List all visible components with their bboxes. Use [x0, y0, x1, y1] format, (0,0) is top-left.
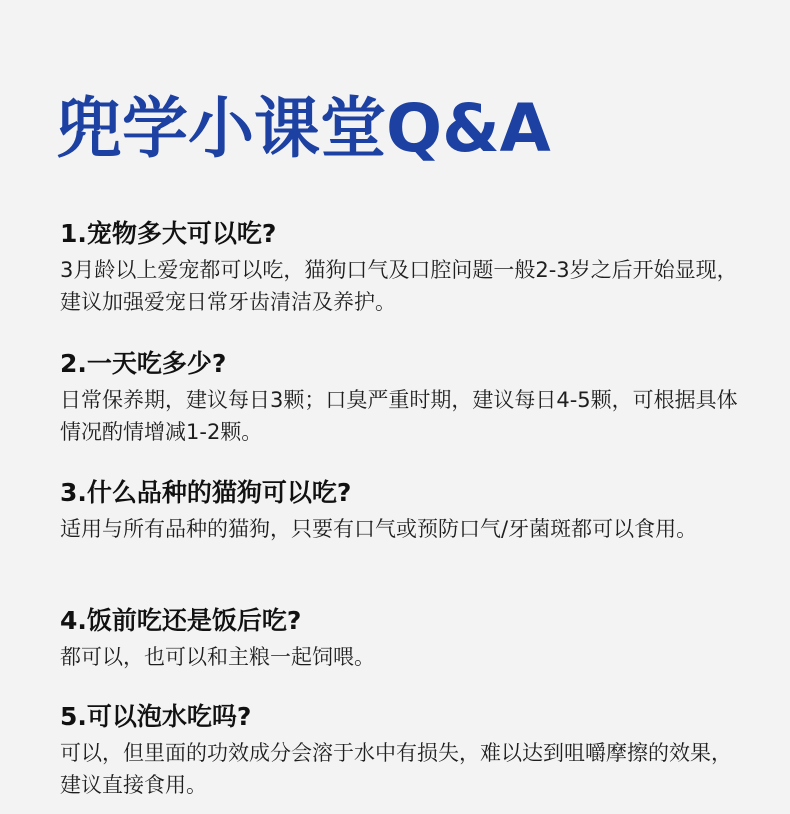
- page-title: 兜学小课堂Q&A: [56, 90, 551, 167]
- answer-text: 可以，但里面的功效成分会溶于水中有损失，难以达到咀嚼摩擦的效果，建议直接食用。: [60, 741, 732, 797]
- question-text: 5.可以泡水吃吗?: [60, 702, 252, 731]
- qa-item: [60, 216, 740, 318]
- qa-item: [60, 699, 740, 801]
- qa-item: [60, 475, 740, 545]
- answer-text: 日常保养期，建议每日3颗；口臭严重时期，建议每日4-5颗，可根据具体情况酌情增减1-2颗。: [60, 388, 738, 444]
- answer-text: 适用与所有品种的猫狗，只要有口气或预防口气/牙菌斑都可以食用。: [60, 517, 698, 541]
- answer-text: 都可以，也可以和主粮一起饲喂。: [60, 645, 375, 669]
- answer-text: 3月龄以上爱宠都可以吃，猫狗口气及口腔问题一般2-3岁之后开始显现，建议加强爱宠日常牙齿清洁及养护。: [60, 258, 738, 314]
- qa-item: [60, 346, 740, 448]
- question-text: 2.一天吃多少?: [60, 349, 227, 378]
- question-text: 1.宠物多大可以吃?: [60, 219, 277, 248]
- qa-item: [60, 603, 740, 673]
- question-text: 4.饭前吃还是饭后吃?: [60, 606, 302, 635]
- question-text: 3.什么品种的猫狗可以吃?: [60, 478, 352, 507]
